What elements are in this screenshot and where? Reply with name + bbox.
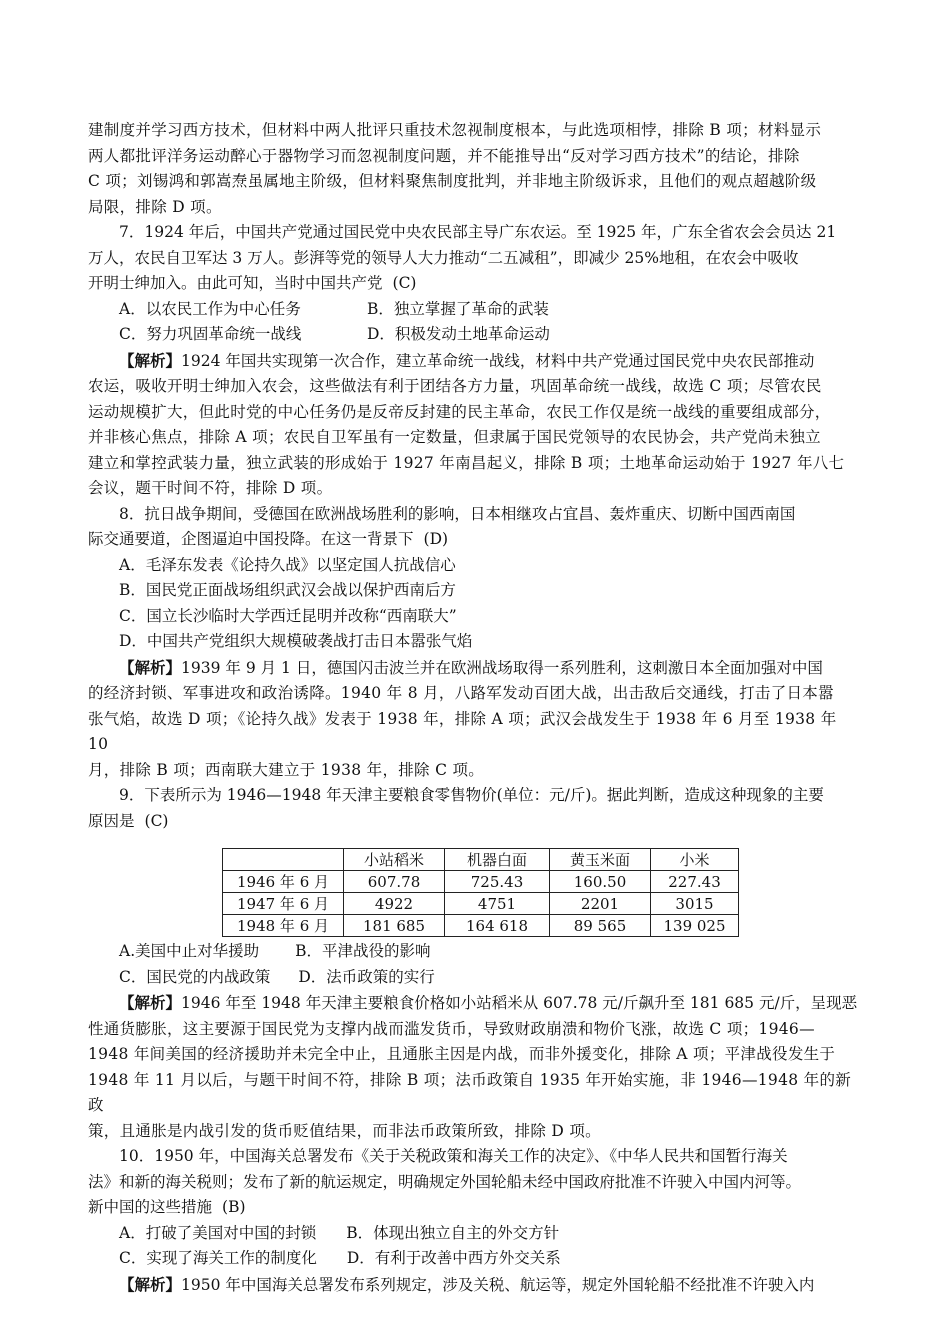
option-d: D．中国共产党组织大规模破袭战打击日本嚣张气焰 [119,632,473,650]
table-header-row [223,849,739,871]
analysis-continuation-line: 建制度并学习西方技术，但材料中两人批评只重技术忽视制度根本，与此选项相悖，排除 B 项；材料显示 [88,121,822,139]
table-cell: 3015 [651,893,739,915]
table-cell: 1948 年 6 月 [223,915,344,937]
grain-price-table [222,848,739,937]
table-header-cell: 小米 [651,849,739,871]
question-9-analysis-line: 1948 年 11 月以后，与题干时间不符，排除 B 项；法币政策自 1935 年开始实施，非 1946—1948 年的新政 [88,1070,852,1114]
question-8-stem: 8．抗日战争期间，受德国在欧洲战场胜利的影响，日本相继攻占宜昌、轰炸重庆、切断中国西南国 [119,504,796,523]
option-a: A．毛泽东发表《论持久战》以坚定国人抗战信心 [119,555,456,574]
option-b: B．国民党正面战场组织武汉会战以保护西南后方 [119,581,456,599]
table-cell: 1946 年 6 月 [223,871,344,893]
table-header-cell: 黄玉米面 [550,849,651,871]
question-9-stem: 原因是 (C) [88,811,169,830]
table-cell: 725.43 [445,871,550,893]
question-7-answer: (C) [392,274,417,292]
table-cell: 139 025 [651,915,739,937]
table-cell: 181 685 [344,915,445,937]
table-cell: 4751 [445,893,550,915]
question-10-stem: 法》和新的海关税则；发布了新的航运规定，明确规定外国轮船未经中国政府批准不许驶入中国内河等。 [88,1172,802,1191]
analysis-tag: 【解析】 [119,993,182,1012]
question-8-analysis-line: 张气焰，故选 D 项；《论持久战》发表于 1938 年，排除 A 项；武汉会战发生于 1938 年 6 月至 1938 年 10 [88,709,837,753]
option-b: B．平津战役的影响 [295,942,431,960]
question-9-options-row [88,965,862,991]
question-10-stem: 10．1950 年，中国海关总署发布《关于关税政策和海关工作的决定》、《中华人民共和国暂行海关 [119,1147,788,1165]
question-9-analysis: 【解析】1946 年至 1948 年天津主要粮食价格如小站稻米从 607.78 元/斤飙升至 181 685 元/斤，呈现恶 [119,993,858,1012]
table-cell: 89 565 [550,915,651,937]
question-7-options-row [88,322,862,348]
table-cell: 2201 [550,893,651,915]
analysis-continuation-line: 两人都批评洋务运动醉心于器物学习而忽视制度问题，并不能推导出“反对学习西方技术”的结论，排除 [88,146,800,165]
question-7-options-row [88,297,862,323]
question-10-options-row [88,1221,862,1247]
question-9-stem: 9．下表所示为 1946—1948 年天津主要粮食零售物价(单位：元/斤)。据此判断，造成这种现象的主要 [119,786,824,804]
question-7-analysis-line: 会议，题干时间不符，排除 D 项。 [88,479,333,497]
question-9-analysis-line: 性通货膨胀，这主要源于国民党为支撑内战而滥发货币，导致财政崩溃和物价飞涨，故选 C 项；1946— [88,1019,815,1038]
table-row [223,893,739,915]
option-d: D．积极发动土地革命运动 [367,325,550,343]
option-c: C．实现了海关工作的制度化 [119,1249,317,1267]
question-8-stem: 际交通要道，企图逼迫中国投降。在这一背景下 (D) [88,530,449,548]
question-8-analysis: 【解析】1939 年 9 月 1 日，德国闪击波兰并在欧洲战场取得一系列胜利，这刺激日本全面加强对中国 [119,657,823,677]
question-8-answer: (D) [423,530,449,548]
question-9-answer: (C) [144,811,169,830]
table-row [223,915,739,937]
analysis-tag: 【解析】 [119,1274,182,1294]
question-10-stem: 新中国的这些措施 (B) [88,1198,246,1216]
question-9-options-row [88,939,862,965]
option-b: B．独立掌握了革命的武装 [367,299,549,318]
table-cell: 160.50 [550,871,651,893]
table-cell: 1947 年 6 月 [223,893,344,915]
option-b: B．体现出独立自主的外交方针 [346,1223,560,1242]
question-7-analysis-line: 运动规模扩大，但此时党的中心任务仍是反帝反封建的民主革命，农民工作仅是统一战线的重要组成部分， [88,402,831,421]
question-10-answer: (B) [222,1198,246,1216]
question-7-analysis-line: 农运，吸收开明士绅加入农会，这些做法有利于团结各方力量，巩固革命统一战线，故选 C 项；尽管农民 [88,377,822,395]
question-7-stem: 7．1924 年后，中国共产党通过国民党中央农民部主导广东农运。至 1925 年，广东全省农会会员达 21 [119,223,837,241]
analysis-tag: 【解析】 [119,657,182,677]
analysis-tag: 【解析】 [119,350,182,370]
question-7-analysis: 【解析】1924 年国共实现第一次合作，建立革命统一战线，材料中共产党通过国民党中央农民部推动 [119,350,815,370]
analysis-continuation-line: 局限，排除 D 项。 [88,197,222,216]
table-cell: 164 618 [445,915,550,937]
table-header-cell: 小站稻米 [344,849,445,871]
table-header-cell [223,849,344,871]
table-row [223,871,739,893]
option-c: C．国民党的内战政策 [119,967,271,986]
question-10-options-row [88,1246,862,1272]
question-9-analysis-line: 1948 年间美国的经济援助并未完全中止，且通胀主因是内战，而非外援变化，排除 A 项；平津战役发生于 [88,1045,836,1063]
option-c: C．努力巩固革命统一战线 [119,325,302,343]
table-cell: 4922 [344,893,445,915]
question-7-analysis-line: 并非核心焦点，排除 A 项；农民自卫军虽有一定数量，但隶属于国民党领导的农民协会，共产党尚未独立 [88,428,821,446]
option-a: A.美国中止对华援助 [119,942,260,960]
table-header-cell: 机器白面 [445,849,550,871]
option-d: D．有利于改善中西方外交关系 [346,1249,561,1267]
question-7-analysis-line: 建立和掌控武装力量，独立武装的形成始于 1927 年南昌起义，排除 B 项；土地革命运动始于 1927 年八七 [88,453,845,472]
table-cell: 607.78 [344,871,445,893]
table-cell: 227.43 [651,871,739,893]
question-7-stem: 万人，农民自卫军达 3 万人。彭湃等党的领导人大力推动“二五减租”，即减少 25%地租，在农会中吸收 [88,248,799,267]
question-8-analysis-line: 的经济封锁、军事进攻和政治诱降。1940 年 8 月，八路军发动百团大战，出击敌后交通线，打击了日本嚣 [88,684,834,702]
analysis-continuation-line: C 项；刘锡鸿和郭嵩焘虽属地主阶级，但材料聚焦制度批判，并非地主阶级诉求，且他们的观点超越阶级 [88,172,817,190]
option-a: A．打破了美国对中国的封锁 [119,1223,317,1242]
question-7-stem: 开明士绅加入。由此可知，当时中国共产党 (C) [88,274,417,292]
question-8-analysis-line: 月，排除 B 项；西南联大建立于 1938 年，排除 C 项。 [88,760,485,779]
question-9-analysis-line: 策，且通胀是内战引发的货币贬值结果，而非法币政策所致，排除 D 项。 [88,1121,601,1140]
question-10-analysis: 【解析】1950 年中国海关总署发布系列规定，涉及关税、航运等，规定外国轮船不经批准不许驶入内 [119,1274,815,1294]
option-d: D．法币政策的实行 [298,967,435,986]
option-c: C．国立长沙临时大学西迁昆明并改称“西南联大” [119,606,457,625]
option-a: A．以农民工作为中心任务 [119,299,301,318]
